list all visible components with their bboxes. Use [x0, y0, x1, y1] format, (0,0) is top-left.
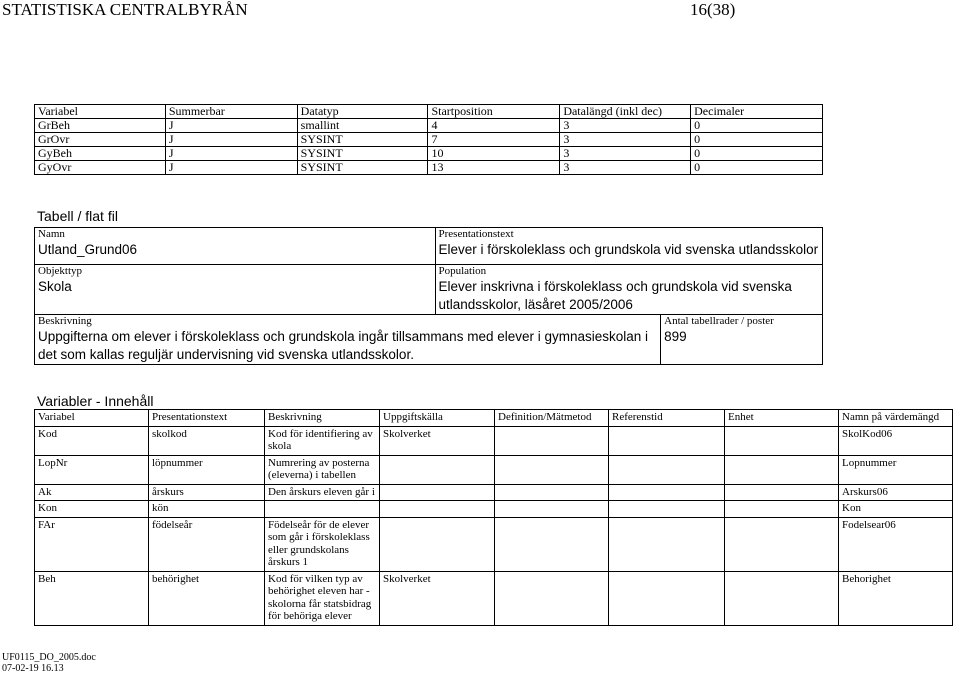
presentation-label: Presentationstext [438, 228, 514, 240]
row-count-cell [661, 315, 823, 365]
columns_table-cell: SYSINT [297, 161, 428, 175]
variables-column-header: Referenstid [609, 410, 725, 427]
variables-column-header: Beskrivning [265, 410, 380, 427]
columns_table-cell: smallint [297, 119, 428, 133]
footer-filename: UF0115_DO_2005.doc [2, 652, 96, 663]
table-row [35, 501, 953, 518]
columns_table-cell: GyOvr [35, 161, 166, 175]
variables-column-header: Uppgiftskälla [380, 410, 495, 427]
variables-cell [495, 484, 609, 501]
columns_table-column-header: Variabel [35, 105, 166, 119]
presentation-value: Elever i förskoleklass och grundskola vid svenska utlandsskolor [438, 242, 819, 257]
columns_table-column-header: Datatyp [297, 105, 428, 119]
description-cell [35, 315, 661, 365]
organization-name: STATISTISKA CENTRALBYRÅN [2, 0, 248, 19]
flat-file-title: Tabell / flat fil [37, 208, 118, 224]
footer [2, 652, 96, 674]
variables-cell: Lopnummer [839, 455, 953, 484]
columns_table-cell: 0 [691, 161, 823, 175]
columns_table-cell: 3 [560, 161, 691, 175]
variables-cell: FAr [35, 517, 149, 571]
variables-cell: SkolKod06 [839, 426, 953, 455]
variables-cell: Arskurs06 [839, 484, 953, 501]
row-count-value: 899 [664, 329, 687, 344]
population-value: Elever inskrivna i förskoleklass och grundskola vid svenska utlandsskolor, läsåret 2005/2006 [438, 279, 792, 312]
variables-cell: löpnummer [149, 455, 265, 484]
variables-cell [380, 517, 495, 571]
variables-cell [495, 426, 609, 455]
population-cell [435, 265, 823, 315]
description-label: Beskrivning [38, 315, 92, 327]
columns_table-column-header: Summerbar [165, 105, 297, 119]
variables-cell: Kod för vilken typ av behörighet eleven har - skolorna får statsbidrag för behöriga elever [265, 571, 380, 625]
columns_table-cell: J [165, 133, 297, 147]
variables-cell [609, 426, 725, 455]
variables-cell [609, 484, 725, 501]
variables-cell: behörighet [149, 571, 265, 625]
variables-cell [609, 517, 725, 571]
columns_table-header-row [35, 105, 823, 119]
flat-file-table [34, 227, 823, 365]
columns_table-cell: 3 [560, 147, 691, 161]
table-row [35, 517, 953, 571]
table-row [35, 133, 823, 147]
columns_table-cell: 3 [560, 119, 691, 133]
footer-date: 07-02-19 16.13 [2, 663, 64, 674]
variables-cell [380, 501, 495, 518]
variables-cell [725, 426, 839, 455]
columns_table-cell: 0 [691, 133, 823, 147]
table-row [35, 571, 953, 625]
object-type-label: Objekttyp [38, 265, 82, 277]
variables-cell [495, 501, 609, 518]
variables-cell: Kon [35, 501, 149, 518]
columns_table-cell: J [165, 161, 297, 175]
columns_table-cell: 10 [428, 147, 560, 161]
name-cell [35, 228, 436, 265]
table-row [35, 455, 953, 484]
variables-cell: Beh [35, 571, 149, 625]
variables-cell: Numrering av posterna (eleverna) i tabellen [265, 455, 380, 484]
variables-cell [609, 501, 725, 518]
description-value: Uppgifterna om elever i förskoleklass och grundskola ingår tillsammans med elever i gymnasieskolan i det som kallas reguljär undervisning vid svenska utlandsskolor. [38, 329, 649, 362]
columns_table-cell: 13 [428, 161, 560, 175]
variables-cell [495, 517, 609, 571]
variables-cell: Skolverket [380, 426, 495, 455]
table-row [35, 147, 823, 161]
variables-cell [380, 455, 495, 484]
object-type-value: Skola [38, 279, 72, 294]
columns_table-column-header: Datalängd (inkl dec) [560, 105, 691, 119]
variables-cell [609, 571, 725, 625]
columns_table-cell: 0 [691, 119, 823, 133]
variables-column-header: Enhet [725, 410, 839, 427]
variables-cell: Ak [35, 484, 149, 501]
variables-cell: Skolverket [380, 571, 495, 625]
presentation-cell [435, 228, 823, 265]
table-row [35, 426, 953, 455]
population-label: Population [438, 265, 487, 277]
variables-cell: Fodelsear06 [839, 517, 953, 571]
variables-cell [725, 484, 839, 501]
variables-cell: Födelseår för de elever som går i förskoleklass eller grundskolans årskurs 1 [265, 517, 380, 571]
columns_table-cell: 4 [428, 119, 560, 133]
variables-cell [265, 501, 380, 518]
columns_table-cell: SYSINT [297, 133, 428, 147]
table-row [35, 484, 953, 501]
variables-cell: Behorighet [839, 571, 953, 625]
variables-column-header: Namn på värdemängd [839, 410, 953, 427]
variables-cell: Kod [35, 426, 149, 455]
columns_table-cell: J [165, 147, 297, 161]
variables-cell: kön [149, 501, 265, 518]
variables-title: Variabler - Innehåll [37, 393, 154, 409]
table-row [35, 161, 823, 175]
variables-header-row [35, 410, 953, 427]
variables-cell [725, 455, 839, 484]
variables-column-header: Variabel [35, 410, 149, 427]
variables-cell [609, 455, 725, 484]
columns_table-cell: GrOvr [35, 133, 166, 147]
variables-cell: Kon [839, 501, 953, 518]
columns_table-cell: GyBeh [35, 147, 166, 161]
variables-cell: skolkod [149, 426, 265, 455]
variables-cell [725, 517, 839, 571]
variables-cell [380, 484, 495, 501]
variables-cell [725, 571, 839, 625]
variables-cell: årskurs [149, 484, 265, 501]
table-row [35, 119, 823, 133]
name-label: Namn [38, 228, 65, 240]
columns_table-column-header: Decimaler [691, 105, 823, 119]
columns_table-cell: 7 [428, 133, 560, 147]
variables-cell [495, 455, 609, 484]
variables-cell: LopNr [35, 455, 149, 484]
columns_table-cell: J [165, 119, 297, 133]
variables-cell [725, 501, 839, 518]
variables-table [34, 409, 953, 626]
columns-table [34, 104, 823, 175]
variables-column-header: Definition/Mätmetod [495, 410, 609, 427]
columns_table-column-header: Startposition [428, 105, 560, 119]
object-type-cell [35, 265, 436, 315]
row-count-label: Antal tabellrader / poster [664, 315, 774, 327]
columns_table-cell: SYSINT [297, 147, 428, 161]
columns_table-cell: 0 [691, 147, 823, 161]
name-value: Utland_Grund06 [38, 242, 138, 257]
variables-cell: födelseår [149, 517, 265, 571]
variables-column-header: Presentationstext [149, 410, 265, 427]
columns_table-cell: GrBeh [35, 119, 166, 133]
variables-cell: Kod för identifiering av skola [265, 426, 380, 455]
variables-cell [495, 571, 609, 625]
columns_table-cell: 3 [560, 133, 691, 147]
page-number: 16(38) [690, 0, 736, 19]
variables-cell: Den årskurs eleven går i [265, 484, 380, 501]
